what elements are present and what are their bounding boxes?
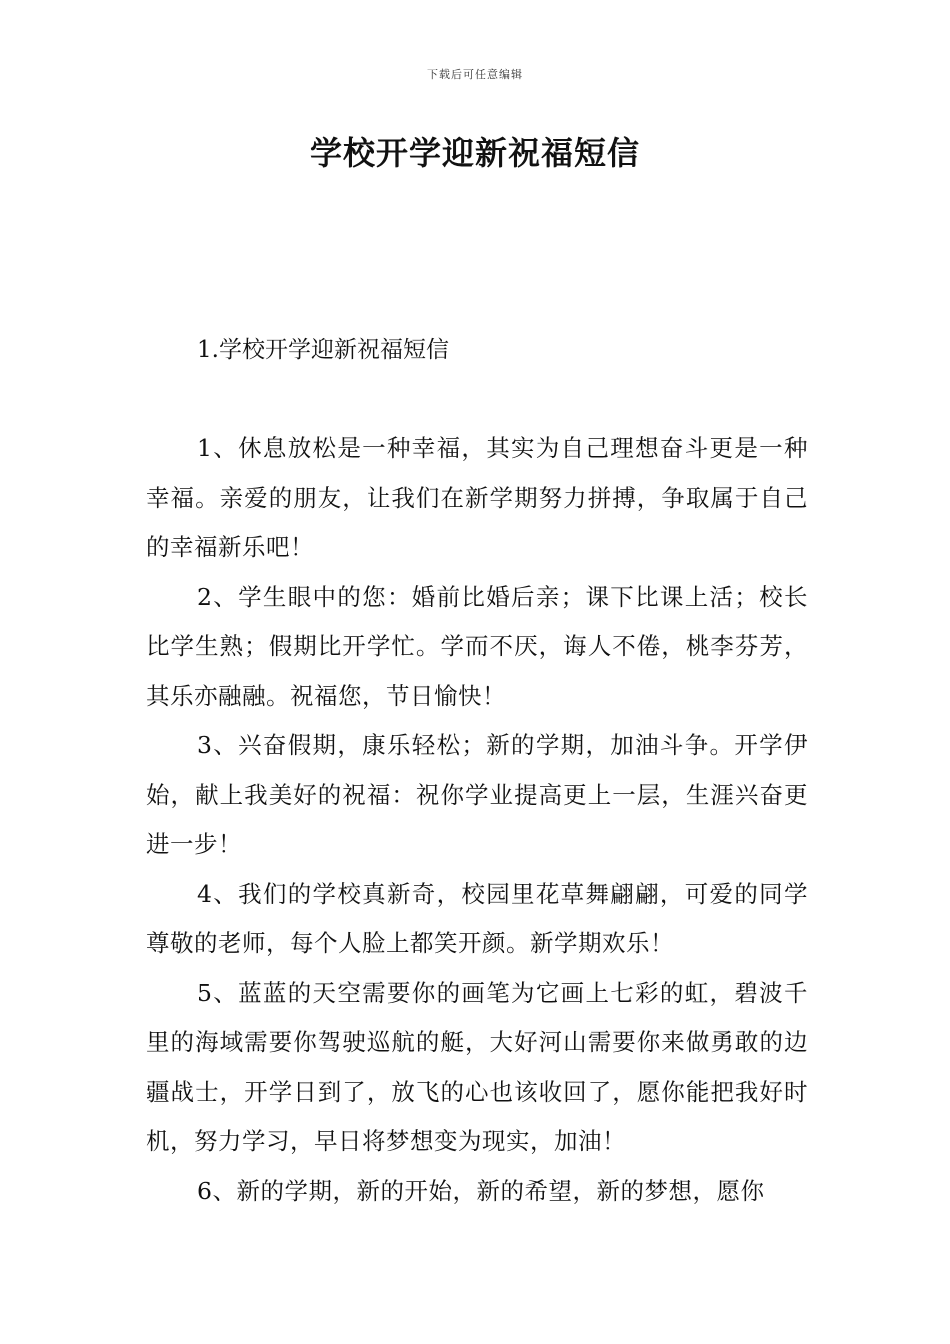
download-note: 下载后可任意编辑: [427, 68, 523, 81]
paragraph-1: 1、休息放松是一种幸福，其实为自己理想奋斗更是一种幸福。亲爱的朋友，让我们在新学期努力拼搏，争取属于自己的幸福新乐吧！: [146, 434, 808, 561]
document-body: [146, 424, 808, 1216]
paragraph-6: 6、新的学期，新的开始，新的希望，新的梦想，愿你: [197, 1176, 765, 1205]
paragraph-4: 4、我们的学校真新奇，校园里花草舞翩翩，可爱的同学尊敬的老师，每个人脸上都笑开颜。新学期欢乐！: [146, 879, 808, 957]
paragraph-2: 2、学生眼中的您：婚前比婚后亲；课下比课上活；校长比学生熟；假期比开学忙。学而不厌，诲人不倦，桃李芬芳，其乐亦融融。祝福您，节日愉快！: [146, 582, 808, 710]
section-heading: 1.学校开学迎新祝福短信: [197, 337, 449, 363]
paragraph-5: 5、蓝蓝的天空需要你的画笔为它画上七彩的虹，碧波千里的海域需要你驾驶巡航的艇，大好河山需要你来做勇敢的边疆战士，开学日到了，放飞的心也该收回了，愿你能把我好时机，努力学习，早日将梦想变为现实，加油！: [146, 978, 808, 1155]
paragraph-3: 3、兴奋假期，康乐轻松；新的学期，加油斗争。开学伊始，献上我美好的祝福：祝你学业提高更上一层，生涯兴奋更进一步！: [146, 731, 808, 858]
document-title: 学校开学迎新祝福短信: [309, 134, 640, 172]
